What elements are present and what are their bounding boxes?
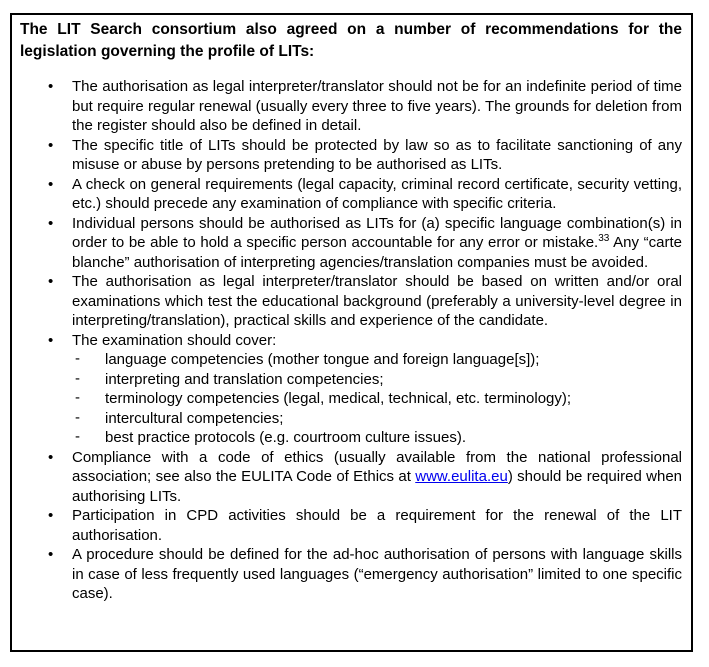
bullet-icon: • xyxy=(48,546,54,563)
bullet-icon: • xyxy=(48,273,54,290)
bullet-text: Participation in CPD activities should be a requirement for the renewal of the LIT authorisation. xyxy=(72,507,682,544)
list-item xyxy=(20,77,682,136)
dash-icon: - xyxy=(75,350,80,367)
bullet-text: The examination should cover: xyxy=(72,331,277,349)
sub-item-text: intercultural competencies; xyxy=(105,409,284,427)
list-item xyxy=(20,175,682,214)
bullet-text: The authorisation as legal interpreter/translator should be based on written and/or oral examinations which test the educational background (preferably a university-level degree in interpreting/translation), practical skills and experience of the candidate. xyxy=(72,273,682,329)
list-item xyxy=(20,214,682,273)
sub-list-item xyxy=(20,389,682,409)
sub-item-text: terminology competencies (legal, medical, technical, etc. terminology); xyxy=(105,390,572,407)
sub-list-item xyxy=(20,409,682,429)
eulita-link[interactable]: www.eulita.eu xyxy=(415,468,508,485)
recommendations-box xyxy=(10,13,693,652)
bullet-text: Any “carte blanche” authorisation of interpreting agencies/translation companies must be avoided. xyxy=(72,234,682,271)
bullet-text: A procedure should be defined for the ad-hoc authorisation of persons with language skills in case of less frequently used languages (“emergency authorisation” limited to one specific case). xyxy=(72,546,682,602)
sub-list-item xyxy=(20,428,682,448)
list-item xyxy=(20,136,682,175)
bullet-text: Compliance with a code of ethics (usually available from the national professional association; see also the EULITA Code of Ethics at xyxy=(72,448,682,485)
list-item xyxy=(20,506,682,545)
footnote-ref-33: 33 xyxy=(598,233,610,244)
bullet-icon: • xyxy=(48,78,54,95)
sub-list-item xyxy=(20,350,682,370)
sub-item-text: interpreting and translation competencies; xyxy=(105,370,384,388)
bullet-icon: • xyxy=(48,448,54,466)
dash-icon: - xyxy=(75,408,80,426)
bullet-text: ) should be required when authorising LITs. xyxy=(72,468,682,505)
bullet-text: A check on general requirements (legal capacity, criminal record certificate, security vetting, etc.) should precede any examination of compliance with specific criteria. xyxy=(72,175,682,212)
dash-icon: - xyxy=(75,389,80,406)
box-heading: The LIT Search consortium also agreed on a number of recommendations for the legislation governing the profile of LITs: xyxy=(20,21,682,60)
bullet-text: The specific title of LITs should be protected by law so as to facilitate sanctioning of any misuse or abuse by persons pretending to be authorised as LITs. xyxy=(72,136,682,173)
bullet-icon: • xyxy=(48,136,54,154)
sub-list-item xyxy=(20,370,682,390)
recommendations-list xyxy=(20,77,682,604)
bullet-icon: • xyxy=(48,214,54,232)
sub-item-text: language competencies (mother tongue and foreign language[s]); xyxy=(105,351,540,368)
dash-icon: - xyxy=(75,369,80,387)
list-item xyxy=(20,331,682,351)
bullet-icon: • xyxy=(48,331,54,349)
list-item xyxy=(20,272,682,331)
list-item xyxy=(20,545,682,604)
bullet-text: Individual persons should be authorised as LITs for (a) specific language combination(s) in order to be able to hold a specific person accountable for any error or mistake. xyxy=(72,214,682,251)
bullet-icon: • xyxy=(48,175,54,193)
sub-item-text: best practice protocols (e.g. courtroom culture issues). xyxy=(105,429,466,446)
bullet-icon: • xyxy=(48,507,54,524)
list-item xyxy=(20,448,682,507)
dash-icon: - xyxy=(75,428,80,445)
bullet-text: The authorisation as legal interpreter/translator should not be for an indefinite period of time but require regular renewal (usually every three to five years). The grounds for deletion from the register should also be defined in detail. xyxy=(72,78,682,134)
